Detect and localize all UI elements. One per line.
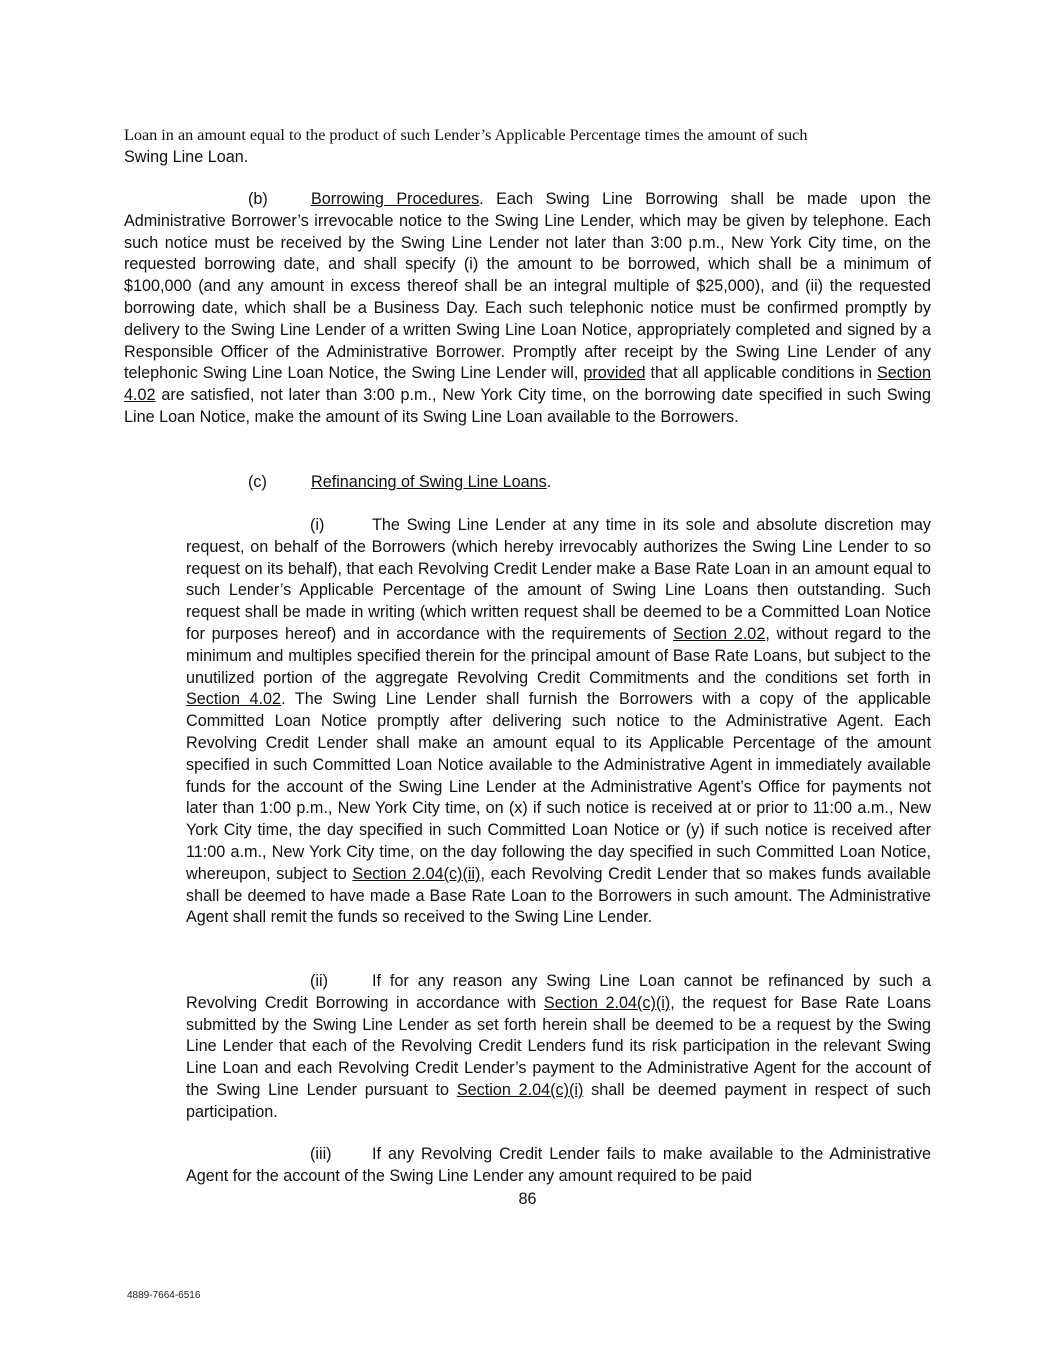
paragraph-c-ii-text-2: , the request for Base Rate Loans submitted by the Swing Line Lender as set forth herein shall be deemed to be a request by the Swing Line Lender that each of the Revolving Credit Lenders fund its risk participation in the relevant Swing Line Loan and each Revolving Credit Lender’s payment to the Administrative Agent for the account of the Swing Line Lender pursuant to [186, 993, 932, 1099]
section-ref-2-04-c-ii[interactable]: Section 2.04(c)(ii) [352, 864, 481, 883]
paragraph-c-i-text-2: , without regard to the minimum and multiples specified therein for the principal amount of Base Rate Loans, but subject to the unutilized portion of the aggregate Revolving Credit Commitments and the conditions set forth in [186, 624, 931, 687]
paragraph-c-i [186, 515, 931, 929]
section-ref-4-02[interactable]: Section 4.02 [124, 364, 931, 405]
continuation-line-1: Loan in an amount equal to the product of such Lender’s Applicable Percentage times the amount of such [124, 126, 808, 144]
paragraph-b [124, 189, 931, 429]
paragraph-c-ii-text-1: If for any reason any Swing Line Loan cannot be refinanced by such a Revolving Credit Borrowing in accordance with [186, 972, 931, 1012]
paragraph-c-label: (c) [248, 473, 267, 491]
section-ref-2-04-c-i[interactable]: Section 2.04(c)(i) [543, 993, 671, 1012]
paragraph-c-iii-text-1: If any Revolving Credit Lender fails to make available to the Administrative Agent for the account of the Swing Line Lender any amount required to be paid [186, 1145, 931, 1185]
paragraph-c-period: . [546, 473, 552, 491]
paragraph-c-ii-label: (ii) [310, 972, 328, 990]
paragraph-c-ii [186, 971, 931, 1124]
page-number: 86 [518, 1190, 537, 1208]
continuation-line-2: Swing Line Loan. [124, 147, 249, 166]
paragraph-b-label: (b) [248, 190, 268, 208]
paragraph-b-text-1: . Each Swing Line Borrowing shall be made upon the Administrative Borrower’s irrevocable notice to the Swing Line Lender, which may be given by telephone. Each such notice must be received by the Swing Line Lender not later than 3:00 p.m., New York City time, on the requested borrowing date, and shall specify (i) the amount to be borrowed, which shall be a minimum of $100,000 (and any amount in excess thereof shall be an integral multiple of $25,000), and (ii) the requested borrowing date, which shall be a Business Day. Each such telephonic notice must be confirmed promptly by delivery to the Swing Line Lender of a written Swing Line Loan Notice, appropriately completed and signed by a Responsible Officer of the Administrative Borrower. Promptly after receipt by the Swing Line Lender of any telephonic Swing Line Loan Notice, the Swing Line Lender will, [124, 190, 931, 383]
document-id: 4889-7664-6516 [127, 1290, 201, 1301]
paragraph-b-text-2: that all applicable conditions in [645, 364, 877, 383]
section-ref-2-04-c-i[interactable]: Section 2.04(c)(i) [456, 1080, 584, 1099]
paragraph-c-iii [186, 1144, 931, 1188]
paragraph-b-text-3: are satisfied, not later than 3:00 p.m., New York City time, on the borrowing date specified in such Swing Line Loan Notice, make the amount of its Swing Line Loan available to the Borrowers. [124, 386, 931, 426]
paragraph-b-heading: Borrowing Procedures [311, 190, 480, 208]
paragraph-c-ii-text-3: shall be deemed payment in respect of such participation. [186, 1080, 931, 1121]
paragraph-c-heading: Refinancing of Swing Line Loans [311, 473, 547, 491]
paragraph-c-iii-label: (iii) [310, 1145, 332, 1163]
paragraph-c-i-text-3: . The Swing Line Lender shall furnish the Borrowers with a copy of the applicable Committed Loan Notice promptly after delivering such notice to the Administrative Agent. Each Revolving Credit Lender shall make an amount equal to its Applicable Percentage of the amount specified in such Committed Loan Notice available to the Administrative Agent in immediately available funds for the account of the Swing Line Lender at the Administrative Agent’s Office for payments not later than 1:00 p.m., New York City time, on (x) if such notice is received at or prior to 11:00 a.m., New York City time, the day specified in such Committed Loan Notice or (y) if such notice is received after 11:00 a.m., New York City time, on the day following the day specified in such Committed Loan Notice, whereupon, subject to [186, 690, 932, 883]
continuation-paragraph [124, 125, 931, 169]
provided-term: provided [583, 364, 646, 383]
section-ref-2-02[interactable]: Section 2.02 [673, 624, 766, 643]
paragraph-c [124, 472, 931, 494]
paragraph-c-i-text-1: The Swing Line Lender at any time in its sole and absolute discretion may request, on behalf of the Borrowers (which hereby irrevocably authorizes the Swing Line Lender to so request on its behalf), that each Revolving Credit Lender make a Base Rate Loan in an amount equal to such Lender’s Applicable Percentage of the amount of Swing Line Loans then outstanding. Such request shall be made in writing (which written request shall be deemed to be a Committed Loan Notice for purposes hereof) and in accordance with the requirements of [186, 516, 931, 643]
paragraph-c-i-label: (i) [310, 516, 325, 534]
section-ref-4-02[interactable]: Section 4.02 [186, 690, 282, 709]
paragraph-c-i-text-4: , each Revolving Credit Lender that so makes funds available shall be deemed to have made a Base Rate Loan to the Borrowers in such amount. The Administrative Agent shall remit the funds so received to the Swing Line Lender. [186, 864, 931, 927]
